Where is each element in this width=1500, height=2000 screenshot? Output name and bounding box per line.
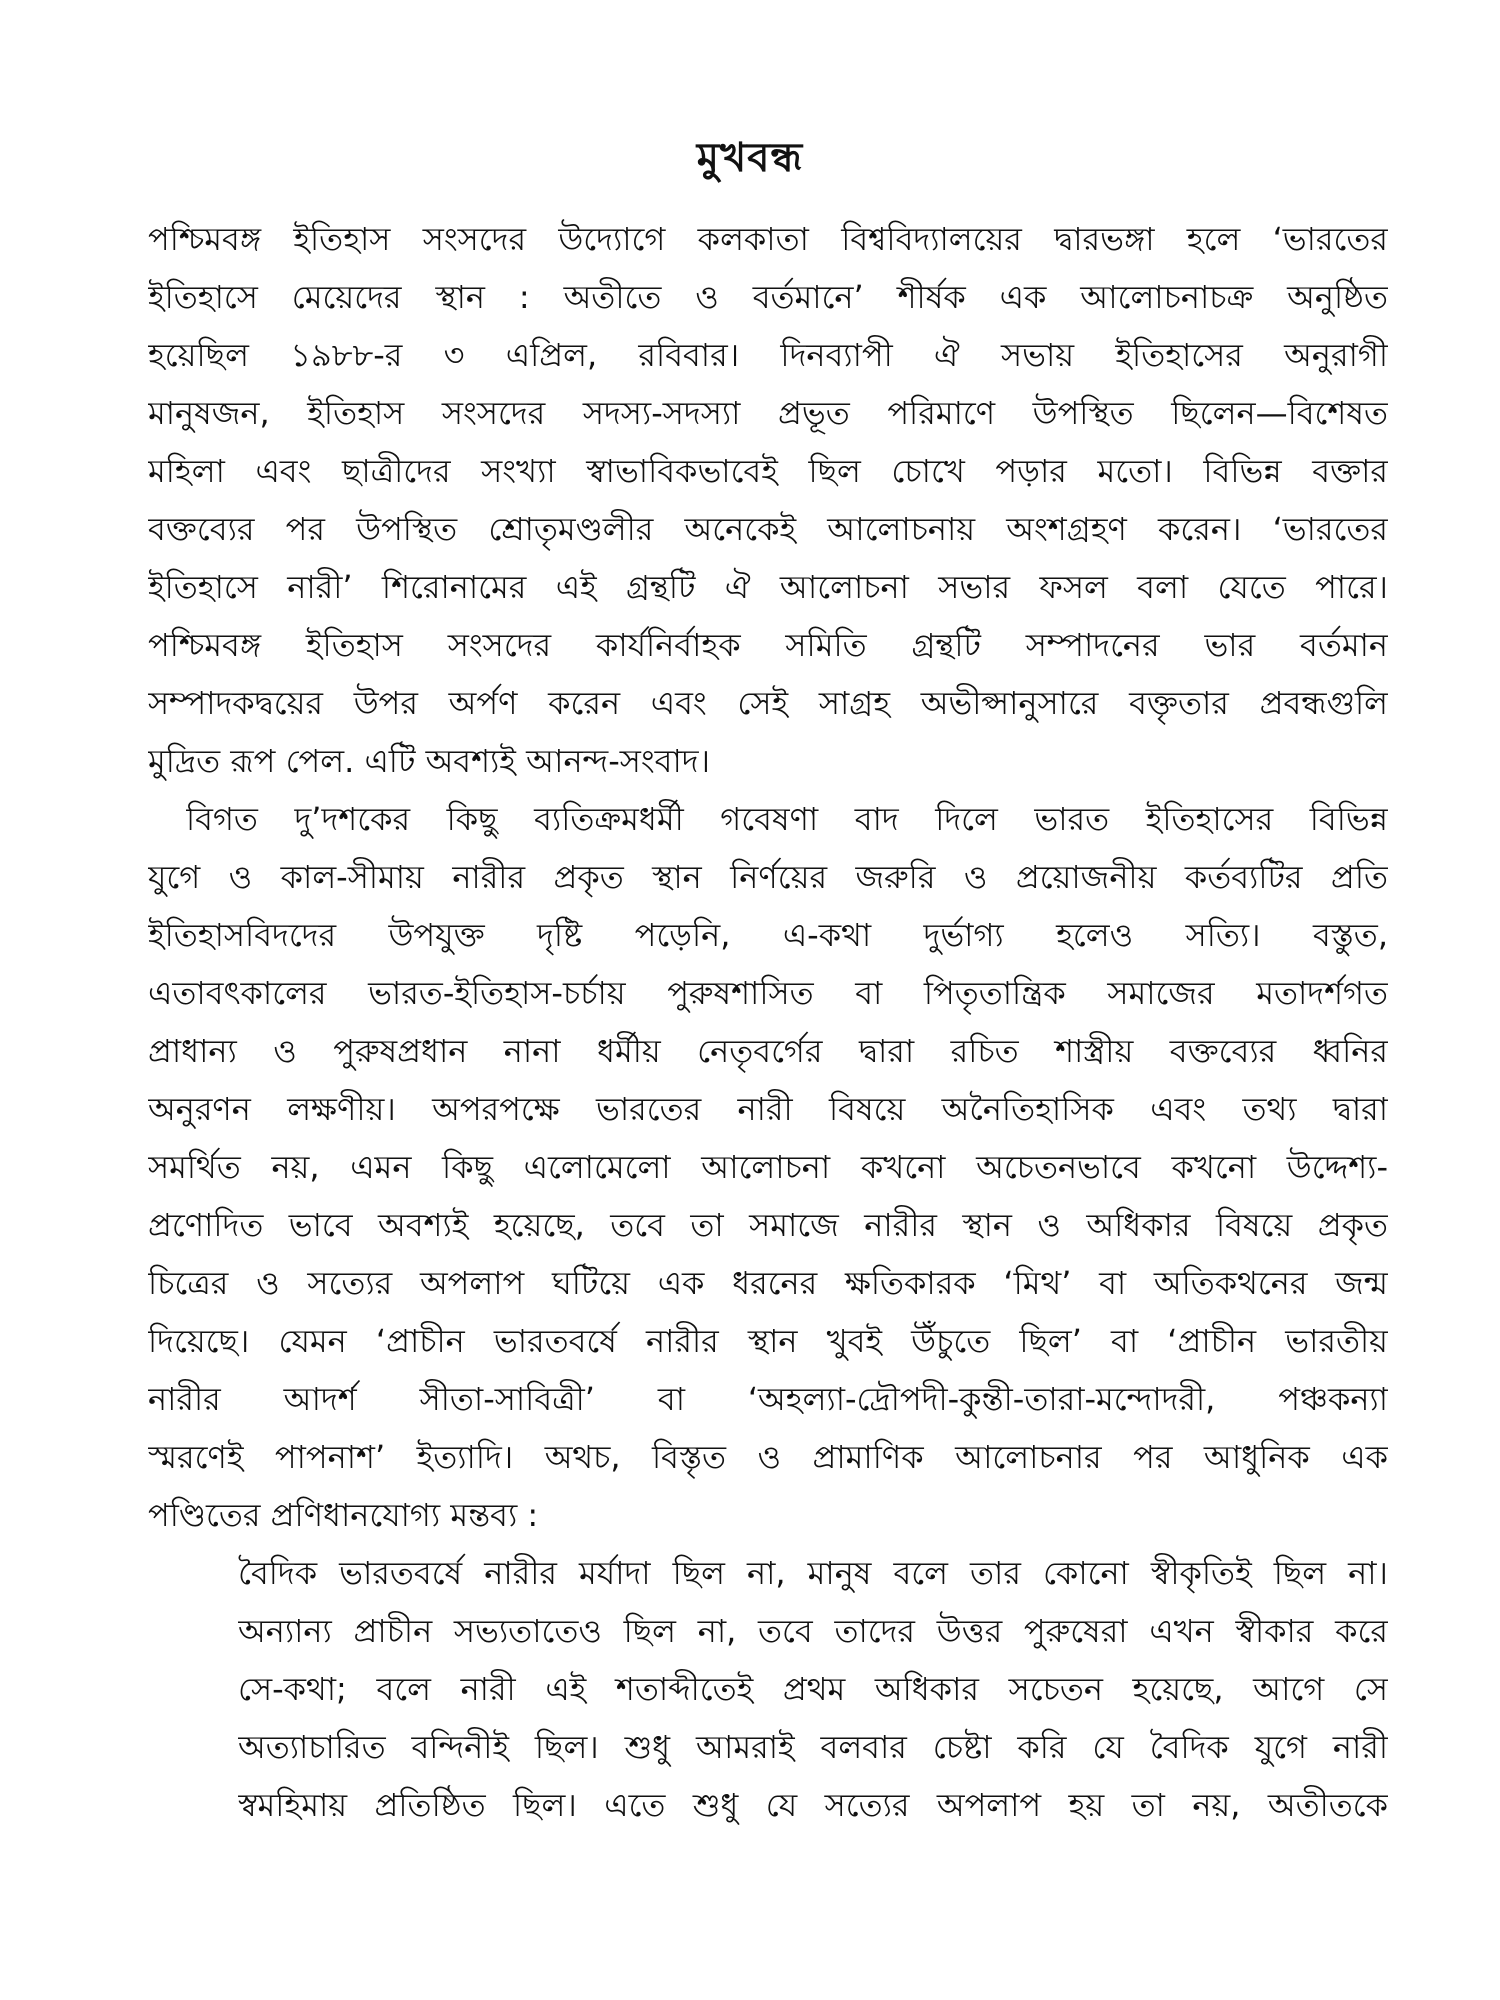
paragraph-2-line: সমর্থিত নয়, এমন কিছু এলোমেলো আলোচনা কখনো অচেতনভাবে কখনো উদ্দেশ্য-	[148, 1148, 1388, 1186]
paragraph-1-line: মুদ্রিত রূপ পেল. এটি অবশ্যই আনন্দ-সংবাদ।	[148, 742, 711, 780]
paragraph-1-line: পশ্চিমবঙ্গ ইতিহাস সংসদের কার্যনির্বাহক সমিতি গ্রন্থটি সম্পাদনের ভার বর্তমান	[148, 626, 1388, 664]
paragraph-1-line: ইতিহাসে নারী’ শিরোনামের এই গ্রন্থটি ঐ আলোচনা সভার ফসল বলা যেতে পারে।	[148, 568, 1388, 606]
quote-line: সে-কথা; বলে নারী এই শতাব্দীতেই প্রথম অধিকার সচেতন হয়েছে, আগে সে	[238, 1670, 1388, 1708]
paragraph-2-line: চিত্রের ও সত্যের অপলাপ ঘটিয়ে এক ধরনের ক্ষতিকারক ‘মিথ’ বা অতিকথনের জন্ম	[148, 1264, 1388, 1302]
paragraph-1-line: মানুষজন, ইতিহাস সংসদের সদস্য-সদস্যা প্রভূত পরিমাণে উপস্থিত ছিলেন—বিশেষত	[148, 394, 1388, 432]
paragraph-2-line: যুগে ও কাল-সীমায় নারীর প্রকৃত স্থান নির্ণয়ের জরুরি ও প্রয়োজনীয় কর্তব্যটির প্রতি	[148, 858, 1388, 896]
paragraph-1-line: হয়েছিল ১৯৮৮-র ৩ এপ্রিল, রবিবার। দিনব্যাপী ঐ সভায় ইতিহাসের অনুরাগী	[148, 336, 1388, 374]
quote-line: স্বমহিমায় প্রতিষ্ঠিত ছিল। এতে শুধু যে সত্যের অপলাপ হয় তা নয়, অতীতকে	[238, 1786, 1388, 1824]
paragraph-2-line: প্রাধান্য ও পুরুষপ্রধান নানা ধর্মীয় নেতৃবর্গের দ্বারা রচিত শাস্ত্রীয় বক্তব্যের ধ্বনির	[148, 1032, 1388, 1070]
paragraph-2-line: নারীর আদর্শ সীতা-সাবিত্রী’ বা ‘অহল্যা-দ্রৌপদী-কুন্তী-তারা-মন্দোদরী, পঞ্চকন্যা	[148, 1380, 1388, 1418]
paragraph-2-line: দিয়েছে। যেমন ‘প্রাচীন ভারতবর্ষে নারীর স্থান খুবই উঁচুতে ছিল’ বা ‘প্রাচীন ভারতীয়	[148, 1322, 1388, 1360]
paragraph-1-line: পশ্চিমবঙ্গ ইতিহাস সংসদের উদ্যোগে কলকাতা বিশ্ববিদ্যালয়ের দ্বারভঙ্গা হলে ‘ভারতের	[148, 220, 1388, 258]
paragraph-1-line: ইতিহাসে মেয়েদের স্থান : অতীতে ও বর্তমানে’ শীর্ষক এক আলোচনাচক্র অনুষ্ঠিত	[148, 278, 1388, 316]
quote-line: অত্যাচারিত বন্দিনীই ছিল। শুধু আমরাই বলবার চেষ্টা করি যে বৈদিক যুগে নারী	[238, 1728, 1388, 1766]
paragraph-2-line: ইতিহাসবিদদের উপযুক্ত দৃষ্টি পড়েনি, এ-কথা দুর্ভাগ্য হলেও সত্যি। বস্তুত,	[148, 916, 1388, 954]
paragraph-2-line: বিগত দু’দশকের কিছু ব্যতিক্রমধর্মী গবেষণা বাদ দিলে ভারত ইতিহাসের বিভিন্ন	[186, 800, 1388, 838]
paragraph-2-line: অনুরণন লক্ষণীয়। অপরপক্ষে ভারতের নারী বিষয়ে অনৈতিহাসিক এবং তথ্য দ্বারা	[148, 1090, 1388, 1128]
paragraph-1-line: সম্পাদকদ্বয়ের উপর অর্পণ করেন এবং সেই সাগ্রহ অভীপ্সানুসারে বক্তৃতার প্রবন্ধগুলি	[148, 684, 1388, 722]
paragraph-2-line: এতাবৎকালের ভারত-ইতিহাস-চর্চায় পুরুষশাসিত বা পিতৃতান্ত্রিক সমাজের মতাদর্শগত	[148, 974, 1388, 1012]
paragraph-2-line: পণ্ডিতের প্রণিধানযোগ্য মন্তব্য :	[148, 1496, 539, 1534]
paragraph-2-line: স্মরণেই পাপনাশ’ ইত্যাদি। অথচ, বিস্তৃত ও প্রামাণিক আলোচনার পর আধুনিক এক	[148, 1438, 1388, 1476]
quote-line: অন্যান্য প্রাচীন সভ্যতাতেও ছিল না, তবে তাদের উত্তর পুরুষেরা এখন স্বীকার করে	[238, 1612, 1388, 1650]
paragraph-1-line: বক্তব্যের পর উপস্থিত শ্রোতৃমণ্ডলীর অনেকেই আলোচনায় অংশগ্রহণ করেন। ‘ভারতের	[148, 510, 1388, 548]
paragraph-2-line: প্রণোদিত ভাবে অবশ্যই হয়েছে, তবে তা সমাজে নারীর স্থান ও অধিকার বিষয়ে প্রকৃত	[148, 1206, 1388, 1244]
page-title: মুখবন্ধ	[696, 135, 804, 181]
paragraph-1-line: মহিলা এবং ছাত্রীদের সংখ্যা স্বাভাবিকভাবেই ছিল চোখে পড়ার মতো। বিভিন্ন বক্তার	[148, 452, 1388, 490]
quote-line: বৈদিক ভারতবর্ষে নারীর মর্যাদা ছিল না, মানুষ বলে তার কোনো স্বীকৃতিই ছিল না।	[238, 1554, 1388, 1592]
